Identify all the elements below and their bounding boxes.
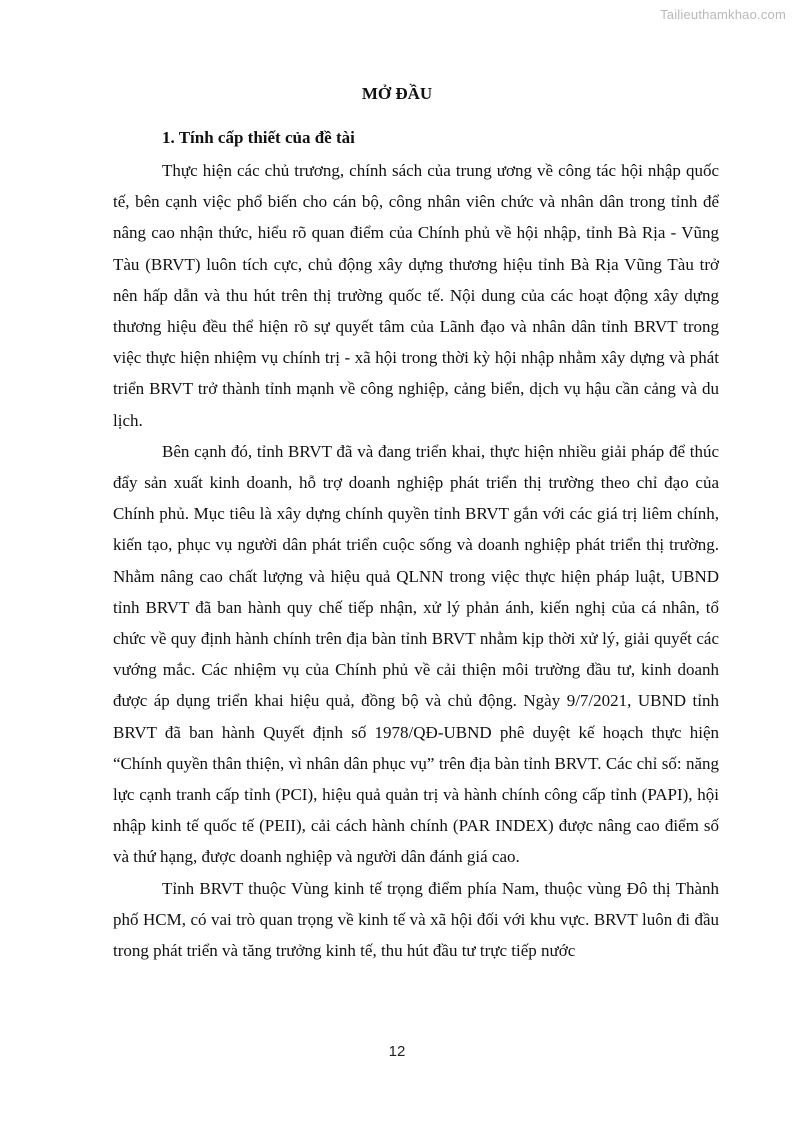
section-heading: 1. Tính cấp thiết của đề tài bbox=[162, 128, 355, 147]
page-title: MỞ ĐẦU bbox=[361, 84, 433, 103]
paragraph-1: Thực hiện các chủ trương, chính sách của trung ương về công tác hội nhập quốc tế, bên cạnh việc phổ biến cho cán bộ, công nhân viên chức và nhân dân trong tỉnh để nâng cao nhận thức, hiểu rõ quan điểm của Chính phủ về hội nhập, tỉnh Bà Rịa - Vũng Tàu (BRVT) luôn tích cực, chủ động xây dựng thương hiệu tỉnh Bà Rịa Vũng Tàu trở nên hấp dẫn và thu hút trên thị trường quốc tế. Nội dung của các hoạt động xây dựng thương hiệu đều thể hiện rõ sự quyết tâm của Lãnh đạo và nhân dân tỉnh BRVT trong việc thực hiện nhiệm vụ chính trị - xã hội trong thời kỳ hội nhập nhằm xây dựng và phát triển BRVT trở thành tỉnh mạnh về công nghiệp, cảng biển, dịch vụ hậu cần cảng và du lịch. bbox=[113, 161, 719, 430]
page-number: 12 bbox=[388, 1043, 406, 1060]
paragraph-3: Tỉnh BRVT thuộc Vùng kinh tế trọng điểm phía Nam, thuộc vùng Đô thị Thành phố HCM, có vai trò quan trọng về kinh tế và xã hội đối với khu vực. BRVT luôn đi đầu trong phát triển và tăng trưởng kinh tế, thu hút đầu tư trực tiếp nước bbox=[113, 878, 719, 961]
watermark-text: Tailieuthamkhao.com bbox=[660, 7, 786, 22]
body-text bbox=[113, 155, 719, 966]
paragraph-2: Bên cạnh đó, tỉnh BRVT đã và đang triển khai, thực hiện nhiều giải pháp để thúc đẩy sản xuất kinh doanh, hỗ trợ doanh nghiệp phát triển thị trường theo chỉ đạo của Chính phủ. Mục tiêu là xây dựng chính quyền tỉnh BRVT gắn với các giá trị liêm chính, kiến tạo, phục vụ người dân phát triển cuộc sống và doanh nghiệp phát triển thị trường. Nhằm nâng cao chất lượng và hiệu quả QLNN trong việc thực hiện pháp luật, UBND tỉnh BRVT đã ban hành quy chế tiếp nhận, xử lý phản ánh, kiến nghị của cá nhân, tổ chức về quy định hành chính trên địa bàn tỉnh BRVT nhằm kịp thời xử lý, giải quyết các vướng mắc. Các nhiệm vụ của Chính phủ về cải thiện môi trường đầu tư, kinh doanh được áp dụng triển khai hiệu quả, đồng bộ và chủ động. Ngày 9/7/2021, UBND tỉnh BRVT đã ban hành Quyết định số 1978/QĐ-UBND phê duyệt kế hoạch thực hiện “Chính quyền thân thiện, vì nhân dân phục vụ” trên địa bàn tỉnh BRVT. Các chỉ số: năng lực cạnh tranh cấp tỉnh (PCI), hiệu quả quản trị và hành chính công cấp tỉnh (PAPI), hội nhập kinh tế quốc tế (PEII), cải cách hành chính (PAR INDEX) được nâng cao điểm số và thứ hạng, được doanh nghiệp và người dân đánh giá cao. bbox=[113, 441, 719, 867]
